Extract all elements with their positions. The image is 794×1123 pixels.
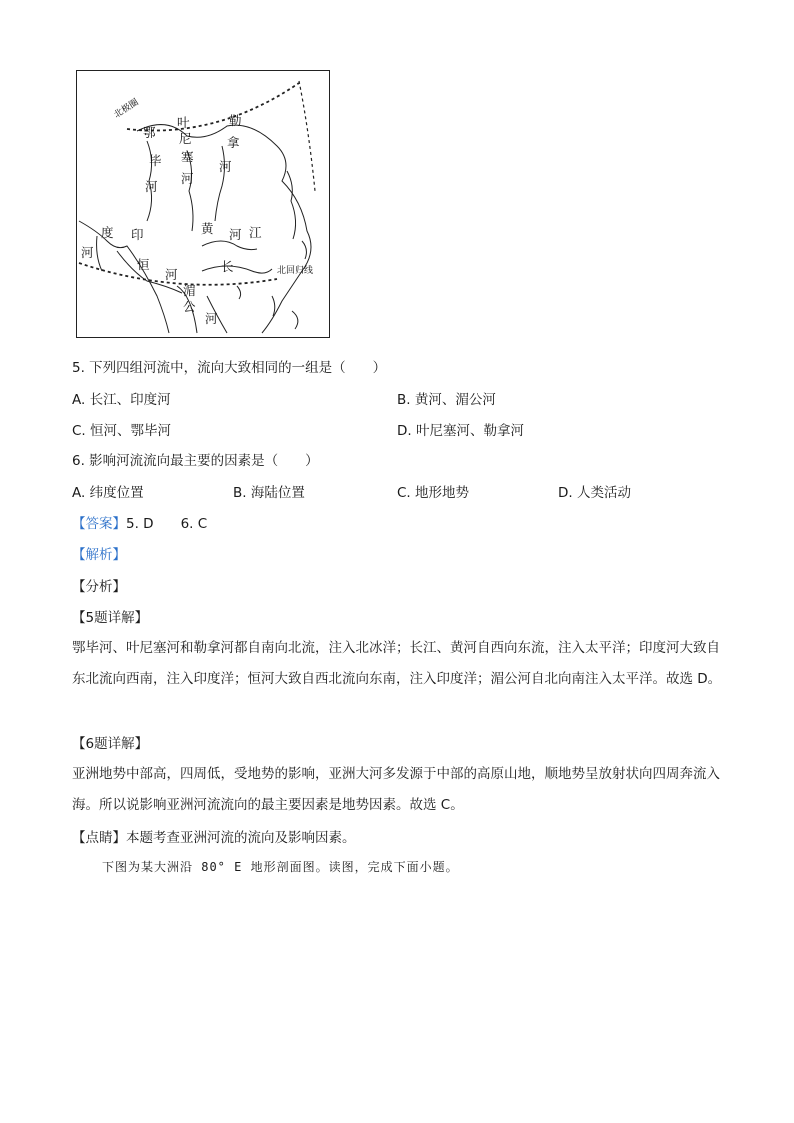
detail-5-body: 鄂毕河、叶尼塞河和勒拿河都自南向北流，注入北冰洋；长江、黄河自西向东流，注入太平洋；印度河大致自东北流向西南，注入印度洋；恒河大致自西北流向东南，注入印度洋；湄公河自北向南注入太平洋。故选 D。 (72, 640, 722, 687)
q6-option-a: A. 纬度位置 (72, 485, 144, 501)
q5-option-a: A. 长江、印度河 (72, 392, 171, 408)
map-label-e: 鄂 (143, 125, 156, 140)
map-label-indus-he: 河 (81, 245, 94, 260)
answer-value: 5. D 6. C (126, 516, 208, 532)
map-label-jiang: 江 (249, 225, 262, 240)
map-label-lena-he: 河 (219, 159, 232, 174)
detail-5-title: 【5题详解】 (72, 610, 149, 626)
map-label-sai: 塞 (181, 149, 194, 164)
map-label-yin: 印 (131, 227, 144, 242)
detail-6-title: 【6题详解】 (72, 736, 149, 752)
map-label-du: 度 (101, 225, 114, 240)
map-label-mekong-he: 河 (205, 311, 218, 326)
dianjing-line (72, 828, 356, 848)
q6-option-d: D. 人类活动 (558, 485, 631, 501)
map-label-ob-he: 河 (145, 179, 158, 194)
dianjing-label: 【点睛】 (72, 830, 126, 846)
map-label-arctic-circle: 北极圈 (112, 97, 141, 121)
q6-option-c: C. 地形地势 (397, 485, 470, 501)
dianjing-text: 本题考查亚洲河流的流向及影响因素。 (126, 830, 356, 846)
q6-option-b: B. 海陆位置 (233, 485, 305, 501)
fenxi-label: 【分析】 (72, 579, 126, 595)
map-label-gong: 公 (183, 299, 196, 314)
q5-option-d: D. 叶尼塞河、勒拿河 (397, 423, 524, 439)
map-label-na: 拿 (227, 135, 240, 150)
answer-label: 【答案】 (72, 516, 126, 532)
q5-option-b: B. 黄河、湄公河 (397, 392, 496, 408)
map-label-yellow-he: 河 (229, 227, 242, 242)
map-label-heng: 恒 (137, 257, 150, 272)
detail-6-body: 亚洲地势中部高，四周低，受地势的影响，亚洲大河多发源于中部的高原山地，顺地势呈放射状向四周奔流入海。所以说影响亚洲河流流向的最主要因素是地势因素。故选 C。 (72, 766, 720, 813)
map-label-le: 勒 (229, 113, 242, 128)
answer-line (72, 514, 207, 534)
q5-stem: 5. 下列四组河流中，流向大致相同的一组是（ ） (72, 360, 387, 376)
map-label-yenisei-he: 河 (181, 171, 194, 186)
map-label-huang: 黄 (201, 221, 214, 236)
map-label-bi: 毕 (149, 153, 162, 168)
asia-rivers-map (76, 70, 330, 338)
map-label-ni: 尼 (179, 131, 192, 146)
map-label-ganges-he: 河 (165, 267, 178, 282)
analysis-label: 【解析】 (72, 547, 126, 563)
map-label-mei: 湄 (183, 283, 196, 298)
q6-stem: 6. 影响河流流向最主要的因素是（ ） (72, 453, 319, 469)
map-label-tropic: 北回归线 (277, 266, 314, 276)
map-label-zhang: 长 (221, 259, 234, 274)
map-label-ye: 叶 (177, 115, 190, 130)
q5-option-c: C. 恒河、鄂毕河 (72, 423, 172, 439)
next-figure-caption: 下图为某大洲沿 80° E 地形剖面图。读图，完成下面小题。 (102, 860, 459, 874)
